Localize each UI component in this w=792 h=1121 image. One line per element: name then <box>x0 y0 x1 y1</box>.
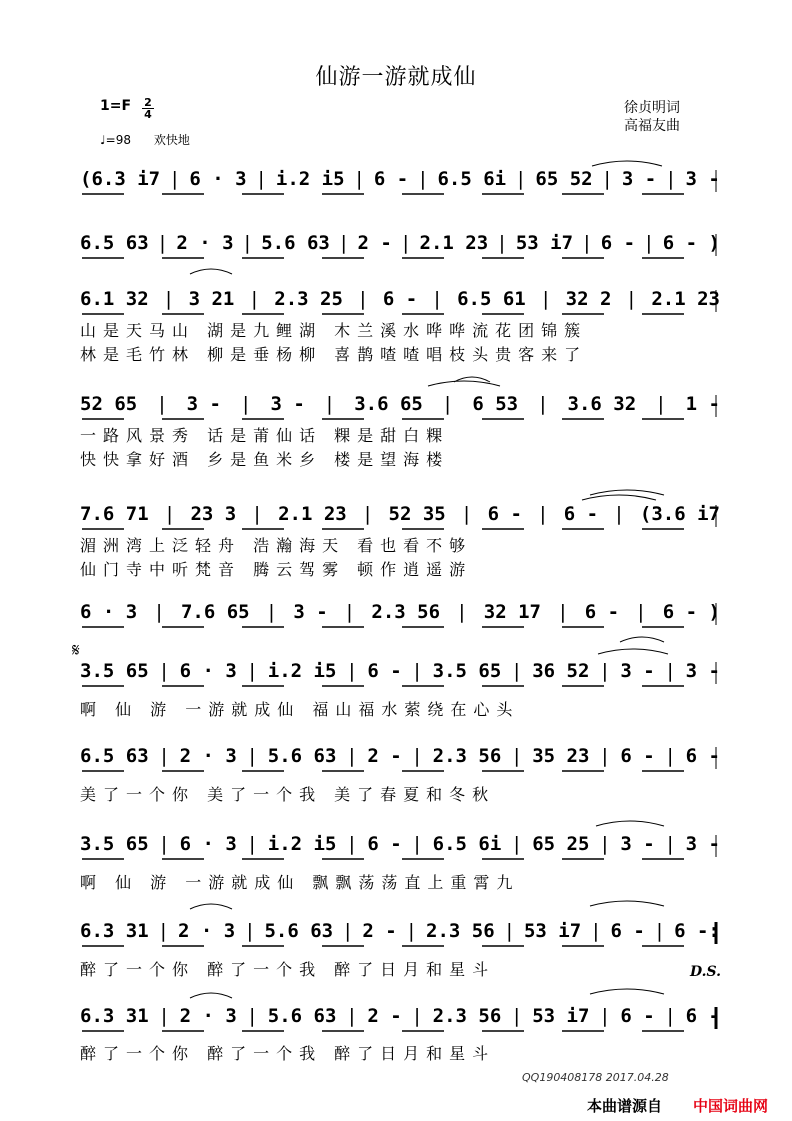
barline: | <box>158 745 170 767</box>
measure: 2 - <box>367 745 402 767</box>
measure: 3 - <box>685 833 720 855</box>
barline: | <box>511 833 523 855</box>
barline: | <box>342 920 354 942</box>
measure: 3.5 65 <box>432 660 502 682</box>
barline: | <box>511 745 523 767</box>
measure: 2.3 56 <box>432 1005 502 1027</box>
measure: 2 - <box>367 1005 402 1027</box>
tempo-value: ♩=98 <box>100 133 131 147</box>
barline: | <box>581 232 593 254</box>
measure: 3 - <box>186 393 221 415</box>
barline: | <box>346 660 358 682</box>
measure: 6 - <box>382 288 418 310</box>
barline: | <box>241 232 254 254</box>
barline: | <box>599 833 611 855</box>
barline: | <box>557 601 569 623</box>
measure: 6 - <box>620 745 655 767</box>
barline: | <box>157 920 170 942</box>
barline: | <box>539 288 552 310</box>
barline: | <box>156 232 169 254</box>
barline: | <box>246 833 258 855</box>
measure: 7.6 65 <box>180 601 250 623</box>
lyric-line: 湄洲湾上泛轻舟 浩瀚海天 看也看不够 <box>80 536 473 555</box>
measure: 52 35 <box>388 503 446 525</box>
barline: | <box>599 1005 611 1027</box>
measure: 32 2 <box>565 288 612 310</box>
barline: | <box>399 232 412 254</box>
barline: | <box>158 660 170 682</box>
measure: 2.3 56 <box>426 920 495 942</box>
tie-slur <box>582 495 656 500</box>
expression-marking: 欢快地 <box>153 133 190 147</box>
measure: 53 i7 <box>523 920 582 942</box>
measure: 6.3 31 <box>80 920 149 942</box>
lyric-line: 林是毛竹林 柳是垂杨柳 喜鹊喳喳唱枝头贵客来了 <box>80 345 588 364</box>
barline: | <box>511 1005 523 1027</box>
measure: 5.6 63 <box>264 920 334 942</box>
barline: | <box>323 393 336 415</box>
measure: 65 25 <box>532 833 590 855</box>
measure: 3 - <box>620 833 655 855</box>
measure: 3 - <box>620 660 655 682</box>
barline: | <box>431 288 443 310</box>
tie-slur <box>190 904 232 909</box>
barline: | <box>405 920 418 942</box>
source-site: 中国词曲网 <box>693 1097 769 1115</box>
barline: | <box>153 601 165 623</box>
measure: 3.6 65 <box>354 393 423 415</box>
barline: | <box>655 393 667 415</box>
measure: i.2 i5 <box>267 833 337 855</box>
barline: | <box>251 503 263 525</box>
measure: 2 · 3 <box>177 920 236 942</box>
measure: 6.5 6i <box>437 168 507 190</box>
measure: 3 21 <box>188 288 235 310</box>
tie-slur <box>620 637 664 642</box>
barline: | <box>590 920 602 942</box>
barline: | <box>460 503 473 525</box>
measure: 3 - <box>685 168 720 190</box>
measure: 6 · 3 <box>179 660 237 682</box>
lyric-line: 山是天马山 湖是九鲤湖 木兰溪水哗哗流花团锦簇 <box>80 321 588 340</box>
barline: | <box>343 601 356 623</box>
measure: 3 - <box>270 393 305 415</box>
ds-mark: D.S. <box>690 964 722 980</box>
measure: 3.5 65 <box>80 833 149 855</box>
measure: 2.1 23 <box>419 232 489 254</box>
measure: 2.3 56 <box>432 745 502 767</box>
measure: 6 - <box>367 660 402 682</box>
measure: 6.5 63 <box>80 232 149 254</box>
measure: 6 - <box>487 503 522 525</box>
barline: | <box>664 745 676 767</box>
barline: | <box>441 393 454 415</box>
measure: 5.6 63 <box>267 1005 337 1027</box>
measure: 2.1 23 <box>278 503 347 525</box>
measure: 5.6 63 <box>261 232 330 254</box>
measure: i.2 i5 <box>267 660 337 682</box>
barline: | <box>158 1005 170 1027</box>
measure: 6.3 31 <box>80 1005 149 1027</box>
barline: | <box>248 288 261 310</box>
barline: | <box>244 920 256 942</box>
barline: | <box>346 1005 358 1027</box>
measure: 2 · 3 <box>179 1005 237 1027</box>
barline: | <box>239 393 252 415</box>
barline: | <box>411 745 423 767</box>
barline: | <box>643 232 655 254</box>
measure: 6 - <box>620 1005 655 1027</box>
tie-slur <box>590 901 664 906</box>
measure: 52 65 <box>80 393 138 415</box>
barline: | <box>346 833 358 855</box>
measure: 6 - <box>563 503 599 525</box>
barline: | <box>599 745 611 767</box>
measure: 6 - <box>685 745 720 767</box>
barline: | <box>625 288 638 310</box>
lyric-line: 啊 仙 游 一游就成仙 飘飘荡荡直上重霄九 <box>80 873 520 892</box>
measure: 3 - <box>685 660 720 682</box>
measure: 3.6 32 <box>567 393 637 415</box>
barline: | <box>515 168 527 190</box>
measure: 6 - ) <box>662 601 720 623</box>
barline: | <box>537 503 549 525</box>
barline: | <box>411 833 423 855</box>
measure: 6.1 32 <box>80 288 149 310</box>
barline: | <box>246 1005 258 1027</box>
watermark-stamp: QQ190408178 2017.04.28 <box>522 1071 669 1084</box>
measure: 36 52 <box>532 660 590 682</box>
barline: | <box>503 920 516 942</box>
tie-slur <box>596 821 664 826</box>
source-label: 本曲谱源自 <box>587 1097 663 1115</box>
barline: | <box>456 601 468 623</box>
barline: | <box>156 393 168 415</box>
time-numerator: 2 <box>144 96 152 109</box>
measure: 2.1 23 <box>651 288 720 310</box>
composer-credit: 高福友曲 <box>624 118 680 134</box>
measure: (3.6 i7 <box>639 503 720 525</box>
time-denominator: 4 <box>144 108 152 121</box>
barline: | <box>411 1005 423 1027</box>
measure: 3.5 65 <box>80 660 149 682</box>
measure: 5.6 63 <box>267 745 337 767</box>
measure: 65 52 <box>535 168 593 190</box>
measure: 6 - ) <box>662 232 720 254</box>
measure: 6 - <box>584 601 620 623</box>
barline: | <box>346 745 358 767</box>
measure: 2 · 3 <box>179 745 237 767</box>
measure: 53 i7 <box>532 1005 590 1027</box>
measure: (6.3 i7 <box>80 168 161 190</box>
measure: 2 - <box>357 232 392 254</box>
lyric-line: 啊 仙 游 一游就成仙 福山福水萦绕在心头 <box>80 700 520 719</box>
key-signature: 1=F <box>100 98 132 114</box>
measure: 6 - <box>685 1005 720 1027</box>
measure: 7.6 71 <box>80 503 149 525</box>
tie-slur <box>590 490 664 495</box>
lyric-line: 醉了一个你 醉了一个我 醉了日月和星斗 <box>80 960 496 979</box>
barline: | <box>163 503 176 525</box>
barline: | <box>665 168 677 190</box>
lyric-line: 醉了一个你 醉了一个我 醉了日月和星斗 <box>80 1044 496 1063</box>
measure: 23 3 <box>190 503 237 525</box>
measure: 2 · 3 <box>176 232 234 254</box>
tie-slur <box>598 649 668 654</box>
barline: | <box>664 1005 676 1027</box>
barline: | <box>357 288 369 310</box>
barline: | <box>162 288 175 310</box>
barline: | <box>337 232 350 254</box>
tie-slur <box>190 269 232 274</box>
measure: 32 17 <box>483 601 541 623</box>
measure: 6 · 3 <box>80 601 138 623</box>
page-title: 仙游一游就成仙 <box>315 65 477 90</box>
barline: | <box>664 833 676 855</box>
barline: | <box>265 601 278 623</box>
measure: 6 - <box>367 833 402 855</box>
measure: 3 - <box>621 168 657 190</box>
barline: | <box>411 660 423 682</box>
barline: | <box>653 920 666 942</box>
tie-slur <box>592 161 662 166</box>
measure: 2.3 25 <box>274 288 343 310</box>
measure: 1 - <box>685 393 720 415</box>
barline: | <box>613 503 625 525</box>
measure: 35 23 <box>532 745 590 767</box>
barline: | <box>664 660 676 682</box>
measure: 6 - <box>373 168 409 190</box>
measure: 53 i7 <box>515 232 574 254</box>
lyric-line: 仙门寺中听梵音 腾云驾雾 顿作逍遥游 <box>80 560 473 579</box>
barline: | <box>169 168 181 190</box>
measure: 2.3 56 <box>371 601 441 623</box>
barline: | <box>353 168 365 190</box>
measure: i.2 i5 <box>275 168 345 190</box>
barline: | <box>601 168 613 190</box>
barline: | <box>361 503 374 525</box>
measure: 6 53 <box>472 393 519 415</box>
barline: | <box>599 660 611 682</box>
measure: 6 - <box>610 920 645 942</box>
barline: | <box>496 232 508 254</box>
barline: | <box>246 745 258 767</box>
barline: | <box>255 168 267 190</box>
barline: | <box>511 660 523 682</box>
measure: 6 -: <box>674 920 720 942</box>
barline: | <box>537 393 549 415</box>
tie-slur <box>190 993 232 998</box>
barline: | <box>635 601 647 623</box>
barline: | <box>246 660 258 682</box>
lyricist-credit: 徐贞明词 <box>624 100 680 116</box>
measure: 2 - <box>362 920 397 942</box>
barline: | <box>158 833 170 855</box>
measure: 6.5 61 <box>457 288 526 310</box>
barline: | <box>417 168 429 190</box>
segno-mark: 𝄋 <box>72 640 80 661</box>
measure: 6.5 63 <box>80 745 149 767</box>
measure: 6 · 3 <box>179 833 237 855</box>
lyric-line: 快快拿好酒 乡是鱼米乡 楼是望海楼 <box>80 450 450 469</box>
measure: 3 - <box>293 601 328 623</box>
lyric-line: 一路风景秀 话是莆仙话 粿是甜白粿 <box>80 426 450 445</box>
measure: 6.5 6i <box>432 833 502 855</box>
tie-slur <box>590 989 664 994</box>
measure: 6 · 3 <box>189 168 247 190</box>
lyric-line: 美了一个你 美了一个我 美了春夏和冬秋 <box>80 785 496 804</box>
measure: 6 - <box>600 232 636 254</box>
